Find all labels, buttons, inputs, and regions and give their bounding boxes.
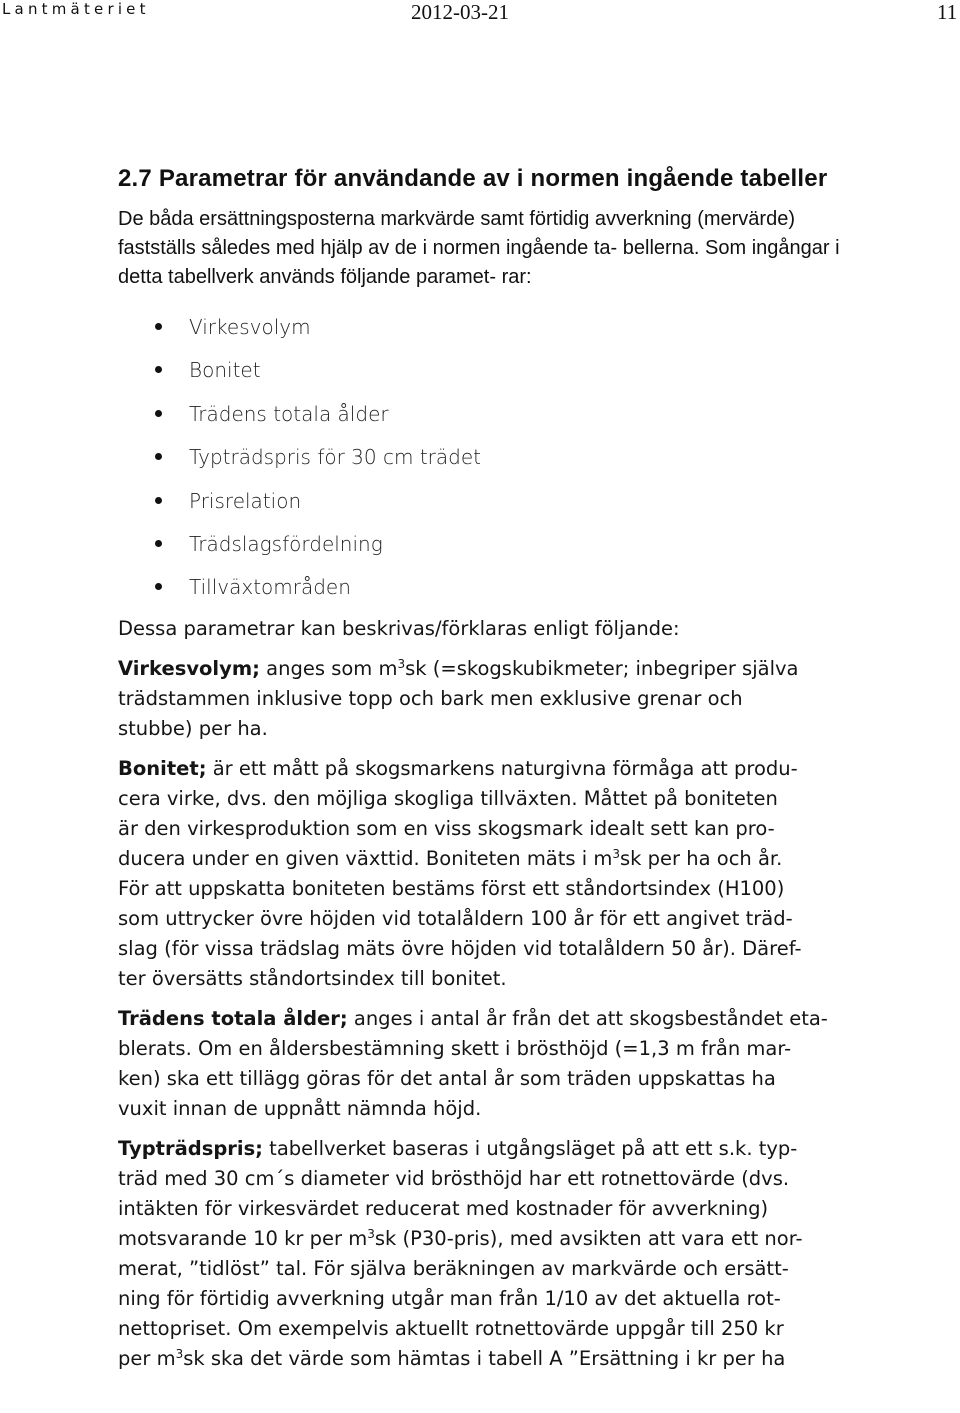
list-item	[118, 393, 853, 436]
list-item	[118, 566, 853, 609]
term-bonitet: Bonitet;	[118, 756, 207, 780]
definition-text: anges som m	[259, 656, 398, 680]
definition-line: är den virkesproduktion som en viss skogsmark idealt sett kan pro-	[118, 816, 775, 840]
definition-line	[118, 844, 853, 874]
list-item	[118, 436, 853, 479]
page-number: 11	[937, 0, 958, 24]
definition-text: sk (P30-pris), med avsikten att vara ett nor-	[374, 1226, 803, 1250]
definition-bonitet	[118, 754, 853, 994]
definition-line: merat, ”tidlöst” tal. För själva beräkningen av markvärde och ersätt-	[118, 1256, 789, 1280]
definition-line: nettopriset. Om exempelvis aktuellt rotnettovärde uppgår till 250 kr	[118, 1316, 784, 1340]
definition-line: ning för förtidig avverkning utgår man från 1/10 av det aktuella rot-	[118, 1286, 781, 1310]
intro-line: rar:	[501, 266, 532, 288]
section-title: 2.7 Parametrar för användande av i normen ingående tabeller	[118, 165, 828, 192]
parameter-list	[118, 306, 853, 610]
list-item	[118, 523, 853, 566]
superscript: 3	[175, 1346, 184, 1361]
definition-text: ducera under en given växttid. Boniteten mäts i m	[118, 846, 613, 870]
brand-name: Lantmäteriet	[2, 0, 150, 18]
bullet-icon	[155, 366, 162, 373]
bullet-icon	[155, 583, 162, 590]
term-typtradspris: Typträdspris;	[118, 1136, 263, 1160]
definition-line: cera virke, dvs. den möjliga skogliga tillväxten. Måttet på boniteten	[118, 786, 778, 810]
definition-line: som uttrycker övre höjden vid totalåldern 100 år för ett angivet träd-	[118, 906, 793, 930]
list-item-label: Prisrelation	[189, 488, 302, 513]
definition-text: sk (=skogskubikmeter; inbegriper själva	[405, 656, 799, 680]
list-item-label: Typträdspris för 30 cm trädet	[189, 445, 481, 470]
definition-text: är ett mått på skogsmarkens naturgivna förmåga att produ-	[206, 756, 798, 780]
definition-text: sk per ha och år.	[620, 846, 783, 870]
list-item	[118, 480, 853, 523]
definition-line: För att uppskatta boniteten bestäms först ett ståndortsindex (H100)	[118, 876, 785, 900]
definition-line: träd med 30 cm´s diameter vid brösthöjd har ett rotnettovärde (dvs.	[118, 1166, 790, 1190]
definition-line	[118, 654, 853, 684]
page-header	[0, 0, 960, 30]
superscript: 3	[367, 1226, 375, 1241]
definition-line	[118, 1134, 853, 1164]
bullet-icon	[155, 453, 162, 460]
bullet-icon	[155, 323, 162, 330]
bullet-icon	[155, 540, 162, 547]
intro-line: (mervärde) fastställs således med hjälp av de i normen ingående ta-	[118, 208, 795, 259]
page-content	[118, 163, 853, 1384]
list-item-label: Tillväxtområden	[189, 575, 351, 600]
definition-line	[118, 754, 853, 784]
definition-line: vuxit innan de uppnått nämnda höjd.	[118, 1096, 482, 1120]
definition-alder	[118, 1004, 853, 1124]
intro-line: bellerna. Som ingångar i detta tabellverk används följande paramet-	[118, 237, 840, 288]
list-item	[118, 306, 853, 349]
term-virkesvolym: Virkesvolym;	[118, 656, 260, 680]
bullet-icon	[155, 410, 162, 417]
definition-text: tabellverket baseras i utgångsläget på att ett s.k. typ-	[262, 1136, 798, 1160]
definition-line	[118, 1004, 853, 1034]
definition-text: per m	[118, 1346, 176, 1370]
term-alder: Trädens totala ålder;	[118, 1006, 348, 1030]
definition-virkesvolym	[118, 654, 853, 744]
intro-line: De båda ersättningsposterna markvärde samt förtidig avverkning	[118, 208, 692, 230]
list-item	[118, 349, 853, 392]
definition-line: stubbe) per ha.	[118, 716, 268, 740]
definition-line: intäkten för virkesvärdet reducerat med kostnader för avverkning)	[118, 1196, 769, 1220]
bullet-icon	[155, 497, 162, 504]
header-date: 2012-03-21	[411, 0, 509, 24]
definition-text: anges i antal år från det att skogsbeståndet eta-	[347, 1006, 828, 1030]
definition-line: trädstammen inklusive topp och bark men exklusive grenar och	[118, 686, 743, 710]
list-item-label: Trädens totala ålder	[189, 401, 389, 426]
intro-paragraph	[118, 205, 853, 292]
superscript: 3	[612, 846, 621, 861]
definition-line	[118, 1224, 853, 1254]
definition-typtradspris	[118, 1134, 853, 1374]
definition-text: motsvarande 10 kr per m	[118, 1226, 368, 1250]
superscript: 3	[397, 656, 406, 671]
list-item-label: Virkesvolym	[189, 315, 311, 339]
describe-text: Dessa parametrar kan beskrivas/förklaras enligt följande:	[118, 616, 680, 640]
definition-line: ter översätts ståndortsindex till bonitet.	[118, 966, 507, 990]
definition-line: ken) ska ett tillägg göras för det antal år som träden uppskattas ha	[118, 1066, 776, 1090]
list-item-label: Trädslagsfördelning	[189, 531, 383, 556]
definition-line	[118, 1344, 853, 1374]
list-item-label: Bonitet	[189, 358, 261, 383]
definition-text: sk ska det värde som hämtas i tabell A ”Ersättning i kr per ha	[183, 1346, 786, 1370]
definition-line: slag (för vissa trädslag mäts övre höjden vid totalåldern 50 år). Däref-	[118, 936, 802, 960]
definition-line: blerats. Om en åldersbestämning skett i brösthöjd (=1,3 m från mar-	[118, 1036, 792, 1060]
